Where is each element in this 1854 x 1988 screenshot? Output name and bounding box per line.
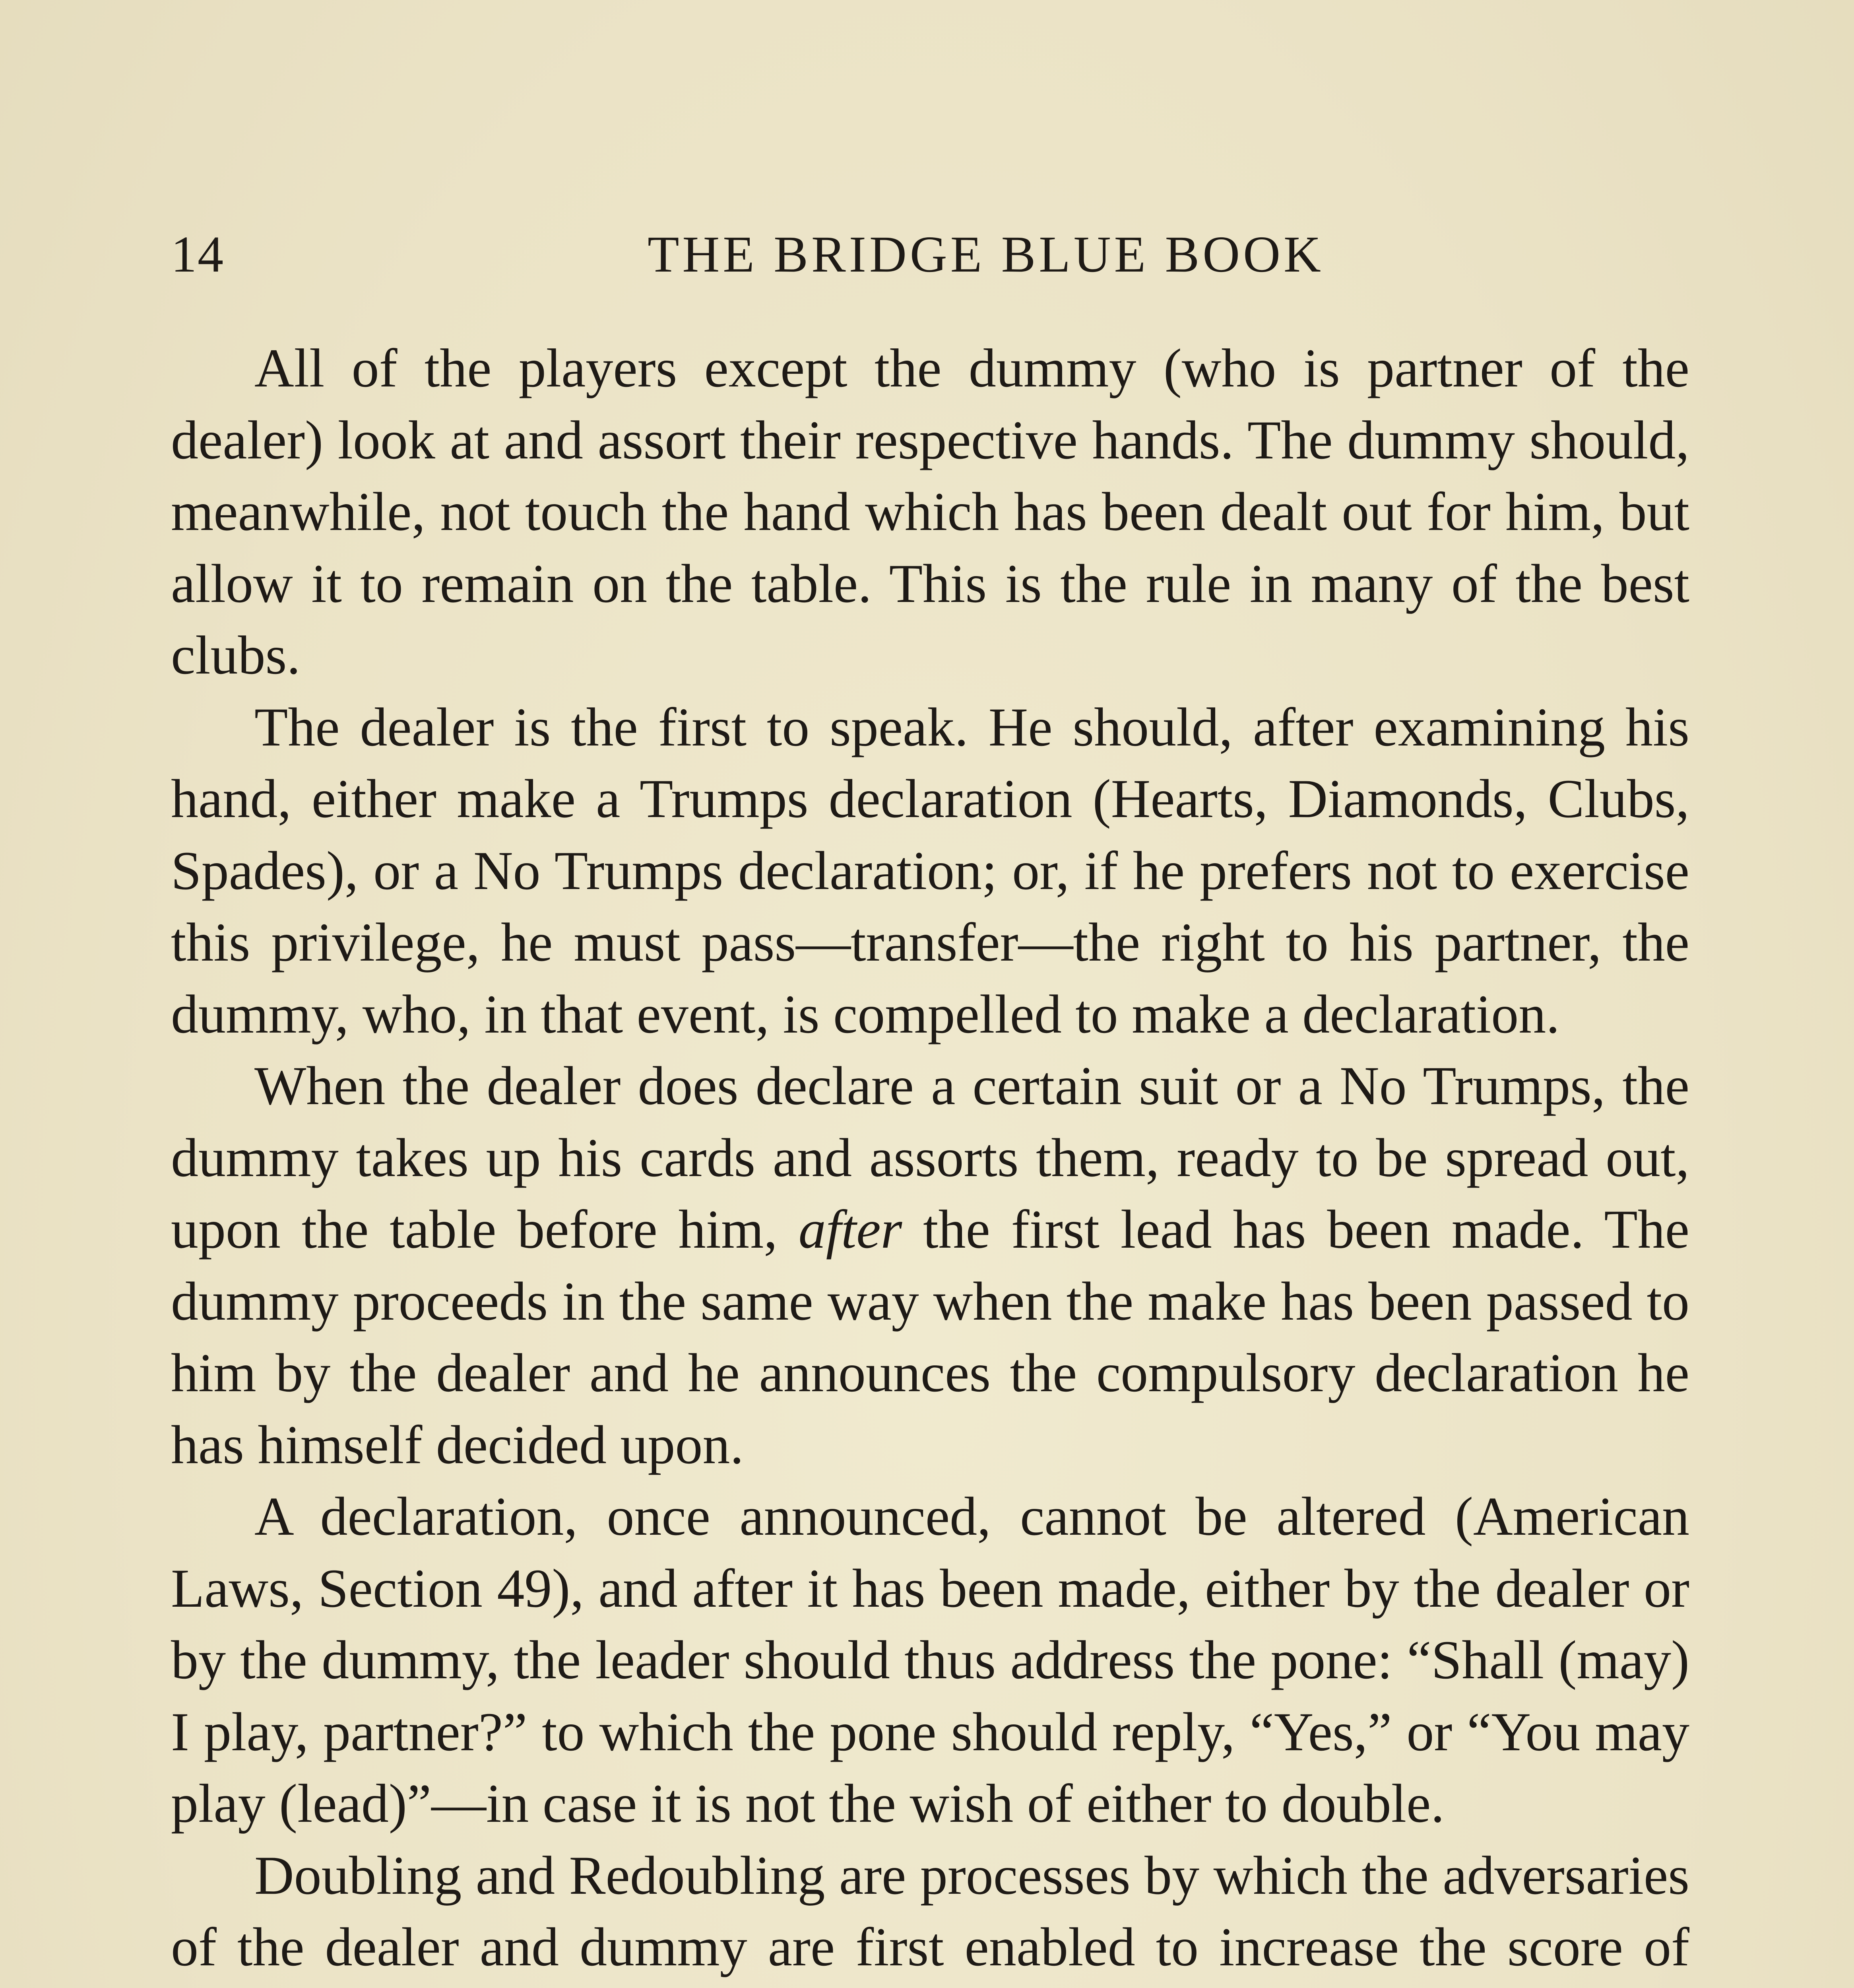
page-number: 14 bbox=[171, 226, 224, 283]
emphasis-after: after bbox=[798, 1199, 902, 1260]
paragraph-dealer-speaks: The dealer is the first to speak. He should, after examining his hand, either make a Trumps declaration (Hearts, Diamonds, Clubs, Spades), or a No Trumps declaration; or, if he prefers not to exercise this privilege, he must pass—transfer—the right to his partner, the dummy, who, in that event, is compelled to make a declaration. bbox=[171, 696, 1689, 1044]
paragraph-dummy-spreads bbox=[171, 1050, 1689, 1481]
paragraph-doubling: Doubling and Redoubling are processes by which the adversaries of the dealer and dummy are first enabled to increase the score of bbox=[171, 1844, 1689, 1977]
body-text bbox=[171, 332, 1689, 1988]
paragraph-dummy-spreads-end: the first lead has been made. The dummy proceeds in the same way when the make has been passed to him by the dealer and he announces the compulsory declaration he has himself decided upon. bbox=[171, 1199, 1689, 1475]
running-head bbox=[171, 215, 1689, 294]
paragraph-players-assort: All of the players except the dummy (who is partner of the dealer) look at and assort their respective hands. The dummy should, meanwhile, not touch the hand which has been dealt out for him, but allow it to remain on the table. This is the rule in many of the best clubs. bbox=[171, 338, 1689, 685]
paragraph-dummy-spreads-start: When the dealer does declare a certain suit or a No Trumps, the dummy takes up his cards and assorts them, ready to be spread out, upon the table before him, bbox=[171, 1055, 1689, 1260]
book-title: THE BRIDGE BLUE BOOK bbox=[648, 226, 1324, 283]
paragraph-declaration-altered: A declaration, once announced, cannot be altered (American Laws, Section 49), and after it has been made, either by the dealer or by the dummy, the leader should thus address the pone: “Shall (may) I play, partner?” to which the pone should reply, “Yes,” or “You may play (lead)”—in case it is not the wish of either to double. bbox=[171, 1486, 1689, 1834]
